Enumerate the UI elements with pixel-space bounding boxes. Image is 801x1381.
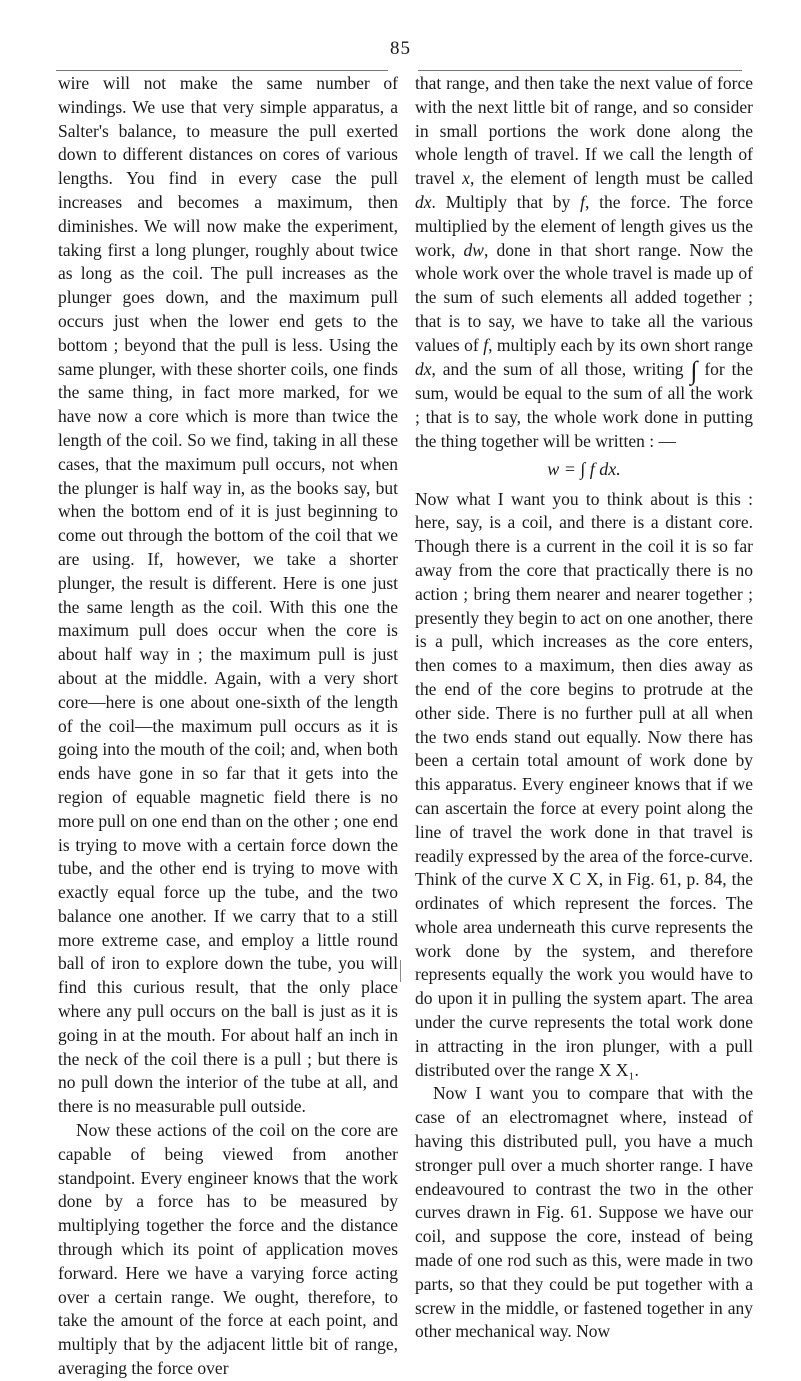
- integral-sign: ∫: [690, 355, 698, 385]
- left-paragraph-1: wire will not make the same number of windings. We use that very simple apparatus, a Salter's balance, to measure the pull exerted down to different distances on cores of various lengths. You find in every case the pull increases and becomes a maximum, then diminishes. We will now make the experiment, taking first a long plunger, roughly about twice as long as the coil. The pull increases as the plunger goes down, and the maximum pull occurs just when the lower end gets to the bottom ; beyond that the pull is less. Using the same plunger, with these shorter coils, one finds the same thing, in fact more marked, for we have now a core which is more than twice the length of the coil. So we find, taking in all these cases, that the maximum pull occurs, not when the plunger is half way in, as the books say, but when the bottom end of it is just beginning to come out through the bottom of the coil that we are using. If, however, we take a shorter plunger, the result is different. Here is one just the same length as the coil. With this one the maximum pull does occur when the core is about half way in ; the maximum pull is just about at the middle. Again, with a very short core—here is one about one-sixth of the length of the coil—the maximum pull occurs as it is going into the mouth of the coil; and, when both ends have gone in so far that it gets into the region of equable magnetic field there is no more pull on one end than on the other ; one end is trying to move with a certain force down the tube, and the other end is trying to move with exactly equal force up the tube, and the two balance one another. If we carry that to a still more extreme case, and employ a little round ball of iron to explore down the tube, you will find this curious result, that the only place where any pull occurs on the ball is just as it is going in at the mouth. For about half an inch in the neck of the coil there is a pull ; but there is no pull down the interior of the tube at all, and there is no measurable pull outside.: [58, 73, 398, 1117]
- left-paragraph-2: Now these actions of the coil on the core are capable of being viewed from another standpoint. Every engineer knows that the work done by a force has to be measured by multiplying together the force and the distance through which its point of application moves forward. Here we have a varying force acting over a certain range. We ought, therefore, to take the amount of the force at each point, and multiply that by the adjacent little bit of range, averaging the force over: [58, 1120, 398, 1379]
- right-paragraph-3: Now I want you to compare that with the case of an electromagnet where, instead of having this distributed pull, you have a much stronger pull over a much shorter range. I have endeavoured to contrast the two in the other curves drawn in Fig. 61. Suppose we have our coil, and suppose the core, instead of being made of one rod such as this, were made in two parts, so that they could be put together with a screw in the middle, or fastened together in any other mechanical way. Now: [415, 1083, 753, 1342]
- page-number: 85: [390, 38, 411, 59]
- header-rule-right: [418, 70, 742, 71]
- work-formula: w = ∫ f dx.: [547, 458, 621, 479]
- right-paragraph-1: that range, and then take the next value of force with the next little bit of range, and so consider in small portions the work done along the whole length of travel. If we call the length of travel x, the element of length must be called dx. Multiply that by f, the force. The force multiplied by the element of length gives us the work, dw, done in that short range. Now the whole work over the whole travel is made up of the sum of such elements all added together ; that is to say, we have to take all the various values of f, multiply each by its own short range dx, and the sum of all those, writing ∫ for the sum, would be equal to the sum of all the work ; that is to say, the whole work done in putting the thing together will be written : —: [415, 73, 754, 451]
- right-column: [415, 72, 753, 1344]
- column-divider-mark: [400, 960, 401, 982]
- left-column: [58, 72, 398, 1381]
- header-rule-left: [56, 70, 388, 71]
- right-paragraph-2: Now what I want you to think about is this : here, say, is a coil, and there is a distant core. Though there is a current in the coil it is so far away from the core that practically there is no action ; bring them nearer and nearer together ; presently they begin to act on one another, there is a pull, which increases as the core enters, then comes to a maximum, then dies away as the end of the core begins to protrude at the other side. There is no further pull at all when the two ends stand out equally. Now there has been a certain total amount of work done by this apparatus. Every engineer knows that if we can ascertain the force at every point along the line of travel the work done in that travel is readily expressed by the area of the force-curve. Think of the curve X C X, in Fig. 61, p. 84, the ordinates of which represent the forces. The whole area underneath this curve represents the work done by the system, and therefore represents equally the work you would have to do upon it in pulling the system apart. The area under the curve represents the total work done in attracting in the iron plunger, with a pull distributed over the range X X₁.: [415, 488, 753, 1080]
